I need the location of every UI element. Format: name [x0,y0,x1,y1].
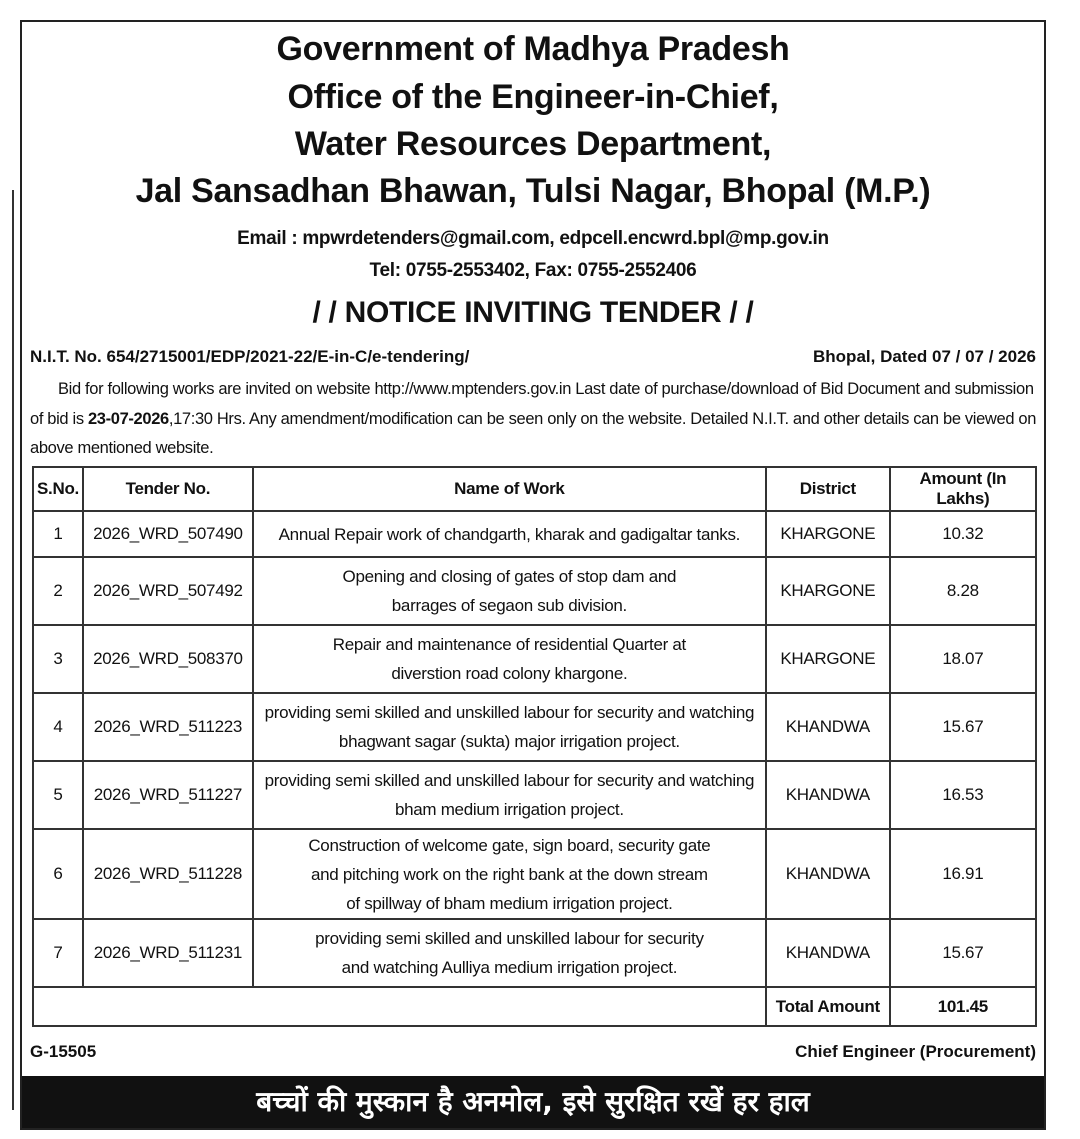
tender-notice [20,20,1046,1130]
cell-district: KHARGONE [766,625,890,693]
cell-amount: 10.32 [890,511,1036,557]
notice-code: G-15505 [30,1042,97,1061]
cell-tender-no: 2026_WRD_511228 [83,829,253,919]
cell-sno: 1 [33,511,83,557]
cell-sno: 2 [33,557,83,625]
work-line: barrages of segaon sub division. [391,596,627,615]
work-line: Annual Repair work of chandgarth, kharak and gadigaltar tanks. [278,524,741,544]
header-tel: Tel: 0755-2553402, Fax: 0755-2552406 [369,260,697,281]
cell-district: KHANDWA [766,919,890,987]
table-row [33,557,1036,625]
work-line: of spillway of bham medium irrigation project. [346,893,673,913]
cell-name-of-work [253,761,766,829]
header-line-4: Jal Sansadhan Bhawan, Tulsi Nagar, Bhopal (M.P.) [135,172,931,210]
cell-sno: 3 [33,625,83,693]
cell-tender-no: 2026_WRD_507492 [83,557,253,625]
total-row [33,987,1036,1026]
cell-name-of-work [253,557,766,625]
table-row [33,761,1036,829]
table-row [33,829,1036,919]
work-line: Repair and maintenance of residential Quarter at [332,635,686,654]
table-row [33,511,1036,557]
header-email: Email : mpwrdetenders@gmail.com, edpcell.encwrd.bpl@mp.gov.in [237,228,829,249]
intro-text-2: ,17:30 Hrs. Any amendment/modification can be seen only on the website. Detailed N.I.T. and other details can be viewed on above mentioned website. [30,409,1037,457]
cell-tender-no: 2026_WRD_507490 [83,511,253,557]
notice-title: / / NOTICE INVITING TENDER / / [312,296,754,329]
col-header-sno: S.No. [33,467,83,511]
intro-text-1: Bid for following works are invited on website http://www.mptenders.gov.in Last date of purchase/download of Bid Document and submission of bid is [30,380,1034,428]
header-line-2: Office of the Engineer-in-Chief, [287,78,779,116]
total-blank [33,987,766,1026]
col-header-district: District [766,467,890,511]
cell-sno: 4 [33,693,83,761]
table-row [33,693,1036,761]
work-line: and watching Aulliya medium irrigation project. [341,958,678,977]
table-header-row [33,467,1036,511]
cell-district: KHANDWA [766,761,890,829]
tender-table [32,466,1037,1027]
work-line: Opening and closing of gates of stop dam and [342,567,677,586]
cell-amount: 15.67 [890,919,1036,987]
cell-amount: 8.28 [890,557,1036,625]
work-line: providing semi skilled and unskilled labour for security and watching [264,703,755,722]
signatory: Chief Engineer (Procurement) [795,1042,1036,1061]
cell-name-of-work [253,829,766,919]
col-header-work: Name of Work [253,467,766,511]
cell-tender-no: 2026_WRD_511227 [83,761,253,829]
cell-district: KHARGONE [766,557,890,625]
work-line: diverstion road colony khargone. [391,664,628,683]
cell-tender-no: 2026_WRD_511231 [83,919,253,987]
cell-sno: 6 [33,829,83,919]
cell-district: KHANDWA [766,693,890,761]
nit-place-date: Bhopal, Dated 07 / 07 / 2026 [813,347,1036,366]
table-row [33,919,1036,987]
cell-tender-no: 2026_WRD_508370 [83,625,253,693]
cell-name-of-work [253,919,766,987]
intro-last-date: 23-07-2026 [87,409,169,428]
cell-name-of-work [253,511,766,557]
work-line: bham medium irrigation project. [394,800,624,819]
cell-sno: 5 [33,761,83,829]
work-line: and pitching work on the right bank at the down stream [310,864,708,884]
cell-amount: 15.67 [890,693,1036,761]
cell-district: KHANDWA [766,829,890,919]
header-line-1: Government of Madhya Pradesh [276,30,790,68]
nit-row [30,347,1036,367]
cell-amount: 16.53 [890,761,1036,829]
work-line: bhagwant sagar (sukta) major irrigation project. [338,732,680,751]
total-label: Total Amount [766,987,890,1026]
col-header-tender: Tender No. [83,467,253,511]
cell-name-of-work [253,625,766,693]
cell-tender-no: 2026_WRD_511223 [83,693,253,761]
cell-sno: 7 [33,919,83,987]
cell-amount: 16.91 [890,829,1036,919]
col-header-amount: Amount (In Lakhs) [890,467,1036,511]
work-line: Construction of welcome gate, sign board, security gate [308,835,711,855]
work-line: providing semi skilled and unskilled labour for security and watching [264,771,755,790]
table-row [33,625,1036,693]
cell-amount: 18.07 [890,625,1036,693]
cell-district: KHARGONE [766,511,890,557]
page-edge-line [12,190,14,1110]
work-line: providing semi skilled and unskilled labour for security [315,929,704,948]
header-line-3: Water Resources Department, [294,125,772,163]
intro-paragraph [30,375,1038,464]
nit-number: N.I.T. No. 654/2715001/EDP/2021-22/E-in-C/e-tendering/ [30,347,470,366]
slogan-banner: बच्चों की मुस्कान है अनमोल, इसे सुरक्षित रखें हर हाल [22,1076,1044,1128]
cell-name-of-work [253,693,766,761]
total-value: 101.45 [890,987,1036,1026]
